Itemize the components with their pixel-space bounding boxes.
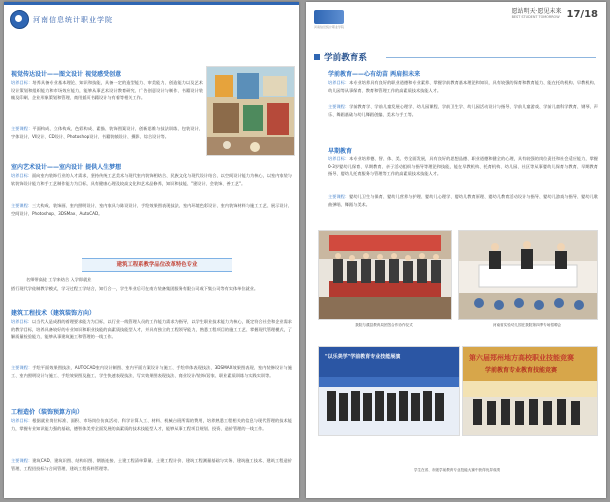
caption-recruitment: 河南省实验幼儿园在我院第四季专场招聘会 <box>492 323 562 327</box>
early-education-courses: 主要课程：婴幼儿卫生与保育、婴幼儿营养与护理、婴幼儿心理学、婴幼儿教育原理、婴幼儿教育活动设计与指导、婴幼儿游戏与指导、婴幼儿歌曲弹唱、舞蹈与美术。 <box>328 194 598 207</box>
competition-subtitle-text: 学前教育专业教育技能竞赛 <box>485 367 558 374</box>
visual-design-courses: 主要课程：平面构成、立体构成、色彩构成、素描、装饰图案设计、创新思维与技法训练、包装设计、字体设计、VI设计、CD设计、Photoshop设计、书籍装帧设计、摄影、综合设计等。 <box>11 126 203 139</box>
competition-title-text: 第六届郑州地方高校职业技能竞赛 <box>469 354 574 362</box>
school-name-small: 河南信息统计职业学院 <box>314 25 345 29</box>
skills-show-photo <box>318 346 460 436</box>
slogan-sub: BEST STUDENT TOMORROW <box>511 15 560 19</box>
preschool-courses: 主要课程：学前教育学、学前儿童发展心理学、幼儿园课程、学前卫生学、幼儿园活动设计与指导、学前儿童游戏、学前儿童科学教育、钢琴、声乐、舞蹈基础与幼儿舞蹈创编、美术与手工等。 <box>328 104 598 117</box>
program-intro: 搭行现代学徒制教学模式，学习过程工学结合，知行合一，学生毕业后可在南方装备集团服务有限公司或下集公司等有实体单位就业。 <box>11 286 259 291</box>
visual-design-photo <box>206 66 295 156</box>
section-title-preschool: 学前教育——心有幼苗 两肩担未来 <box>328 71 421 78</box>
program-slogan: 名师带高徒 工学来结合 入学即就业 <box>26 277 92 282</box>
skills-show-image <box>319 347 459 435</box>
cost-objective: 培养目标：根据就业岗位标准、面积、市场岗位仿真活动、科学计算人工、材料、机械台班所需的费用，培养熟悉工程相关的信息与现代管理的技术能力，掌握专业知识能力强的基础，德智体美劳全面发展的高素质的技术技能型人才，能够从事工程项目规划、投资、造价管理的一线工作。 <box>11 418 292 431</box>
competition-photo <box>462 346 598 436</box>
interior-design-courses: 主要课程：三大构成、装饰画、室内照明设计、室内家具与陈设设计、手绘效果图表现技法、室内环境色彩设计、室内装饰材料与施工工艺、展示设计、空间设计、Photoshop、3DSMax、AutoCAD。 <box>11 203 292 216</box>
section-title-interior-design: 室内艺术设计——室内设计 提供人生梦想 <box>11 164 122 171</box>
recruitment-image <box>459 231 597 319</box>
section-title-cost: 工程造价（装饰预算方向） <box>11 409 84 416</box>
cost-courses: 主要课程：建筑CAD、建筑识图、结构识图、钢筋连接、土建工程清单算量、土建工程计价、建筑工程测量基础与实务、建筑施工技术、建筑工程造价管理、工程招投标与合同管理、建筑工程资料管理等。 <box>11 458 292 471</box>
section-title-early-education: 早期教育 <box>328 148 353 155</box>
visual-design-objective: 培养目标：培养具备专业基本理论、知识和技能，具备一定的造型能力、审美能力、创造能力以及艺术设计策划和组织能力和市场效应能力，能够从事艺术设计教育研究、广告创意设计与制作、书籍设计装帧及印刷、企业形象策划和管理、商用插页书籍设计与有着等相关工作。 <box>11 80 203 101</box>
exhibition-photo <box>207 67 294 155</box>
page-number: 17/18 <box>566 8 598 20</box>
school-logo <box>10 10 113 29</box>
recruitment-photo <box>458 230 598 320</box>
skills-show-banner-text: "以乐美学"学前教育专业技能展演 <box>325 354 401 360</box>
interior-design-objective: 培养目标：面向室内装饰行业的人才需求，坚持传统工艺美术与现代室内装饰相结合、民族文化与现代设计结合、以空间设计能力为核心，以室内家装与软装饰设计能力和手工艺制作能力为目标，具有健康心理及较高文化和艺术品修养，知识和技能、"建设计、会装饰、善工艺"。 <box>11 173 292 186</box>
school-logo-icon <box>314 10 344 24</box>
slogan: 愿站明天·愿见未来 <box>511 8 562 15</box>
title-square-icon <box>314 54 320 60</box>
construction-courses: 主要课程：手绘平面效果图技法、AUTOCAD室内设计制图、室内平面方案设计与施工、手绘草体表现技法、3DSMAX效果图表现、室内装修设计与施工、室内照明设计与施工、手绘效果图及施工、学生快速表现技法、写实效果图表现技法、商业设计/装饰/居家、职业素质训练与实践实训等。 <box>11 365 292 378</box>
department-title-text: 学前教育系 <box>324 53 367 63</box>
school-name: 河南信息统计职业学院 <box>33 15 113 24</box>
feature-major-banner: 建筑工程系教学品位改革特色专业 <box>82 258 232 272</box>
right-page <box>306 2 606 498</box>
title-divider <box>386 57 596 58</box>
early-education-objective: 培养目标：本专业培养德、智、体、美、劳全面发展，具有良好的思想品德、职业道德和健全的心理，具有较强的岗位责任和社会适应能力，掌握0-3岁婴幼儿保育、早期教育、亲子活动组织与指导等理论和技能，能在早教机构、托育机构、幼儿园、社区等从事婴幼儿保育与教育、早期教育指导、婴幼儿托育服务与管理等工作的高素质技术技能人才。 <box>328 156 598 177</box>
construction-objective: 培养目标：以当代人是成群的着理要求能力为目标，以行业一线管理人员的工作能力需求为指导，以学生职业技术能力为核心，既定符合社会和企业需求的教学目标，培养具备较好的专业知识和职业技能的高素质技能型人才，并具有独立的工程领导能力，熟悉工程项目的施工工艺、掌握现代管理模式，了解质量检验能力，能够从事建筑施工和管理的一线工作。 <box>11 319 292 340</box>
signing-ceremony-photo <box>318 230 452 320</box>
section-title-construction: 建筑工程技术（建筑装饰方向） <box>11 310 96 317</box>
caption-competition: 学生在省、市级学前教育专业技能大赛中获得优异成绩 <box>413 468 501 472</box>
caption-signing-ceremony: 我院与濮县教育局团签合作协作仪式 <box>355 323 413 327</box>
school-emblem-icon <box>10 10 29 29</box>
department-title <box>314 51 367 63</box>
top-accent-bar <box>4 2 299 5</box>
left-page <box>4 2 299 498</box>
page-header-right <box>512 8 598 20</box>
signing-ceremony-image <box>319 231 451 319</box>
section-title-visual-design: 视觉传达设计——图文设计 视觉感受创意 <box>11 71 122 78</box>
preschool-objective: 培养目标：本专业培养具有良好的职业道德和专业素养、掌握学前教育基本理论和知识，具有较强的保育和教育能力、能在托幼机构、早教机构、幼儿园等从事保育、教育和管理工作的高素质技术技能人才。 <box>328 80 598 93</box>
